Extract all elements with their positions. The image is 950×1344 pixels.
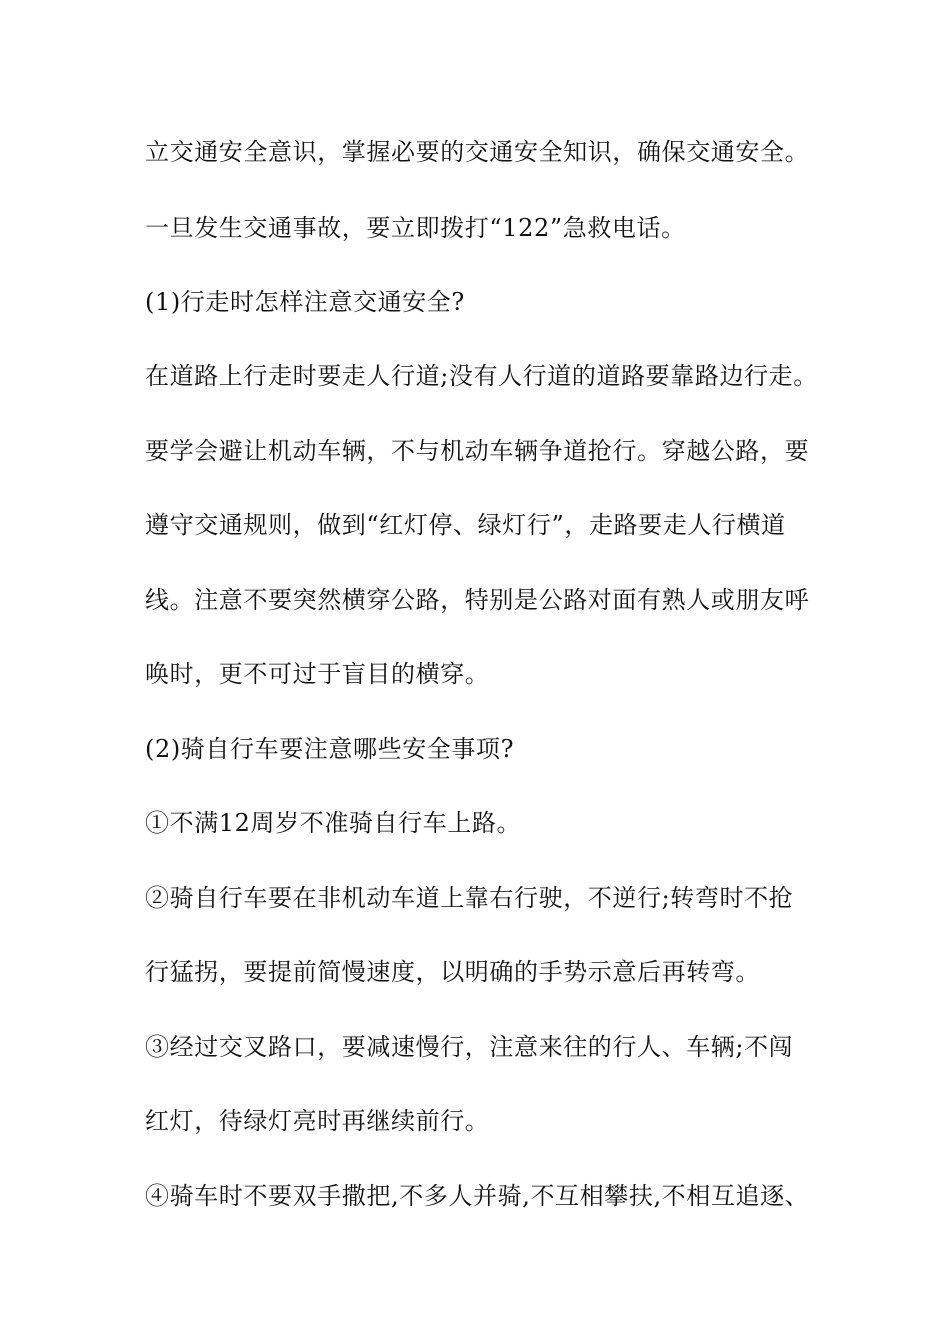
list-item-continuation: 行猛拐，要提前简慢速度，以明确的手势示意后再转弯。 [145, 958, 760, 986]
paragraph-line: 唤时，更不可过于盲目的横穿。 [145, 660, 490, 688]
list-item: ①不满12周岁不准骑自行车上路。 [145, 809, 522, 837]
list-item-continuation: 红灯，待绿灯亮时再继续前行。 [145, 1107, 490, 1135]
list-item: ④骑车时不要双手撒把,不多人并骑,不互相攀扶,不相互追逐、 [145, 1182, 810, 1210]
list-item: ②骑自行车要在非机动车道上靠右行驶，不逆行;转弯时不抢 [145, 884, 794, 912]
paragraph-line: 遵守交通规则，做到“红灯停、绿灯行”，走路要走人行横道 [145, 511, 786, 539]
paragraph-line: 立交通安全意识，掌握必要的交通安全知识，确保交通安全。 [145, 138, 810, 166]
paragraph-line: 线。注意不要突然横穿公路，特别是公路对面有熟人或朋友呼 [145, 586, 810, 614]
list-item: ③经过交叉路口，要减速慢行，注意来往的行人、车辆;不闯 [145, 1033, 794, 1061]
section-heading: (2)骑自行车要注意哪些安全事项? [145, 735, 515, 763]
paragraph-line: 要学会避让机动车辆，不与机动车辆争道抢行。穿越公路，要 [145, 437, 810, 465]
section-heading: (1)行走时怎样注意交通安全? [145, 288, 465, 316]
paragraph-line: 一旦发生交通事故，要立即拨打“122”急救电话。 [145, 214, 686, 242]
paragraph-line: 在道路上行走时要走人行道;没有人行道的道路要靠路边行走。 [145, 362, 818, 390]
